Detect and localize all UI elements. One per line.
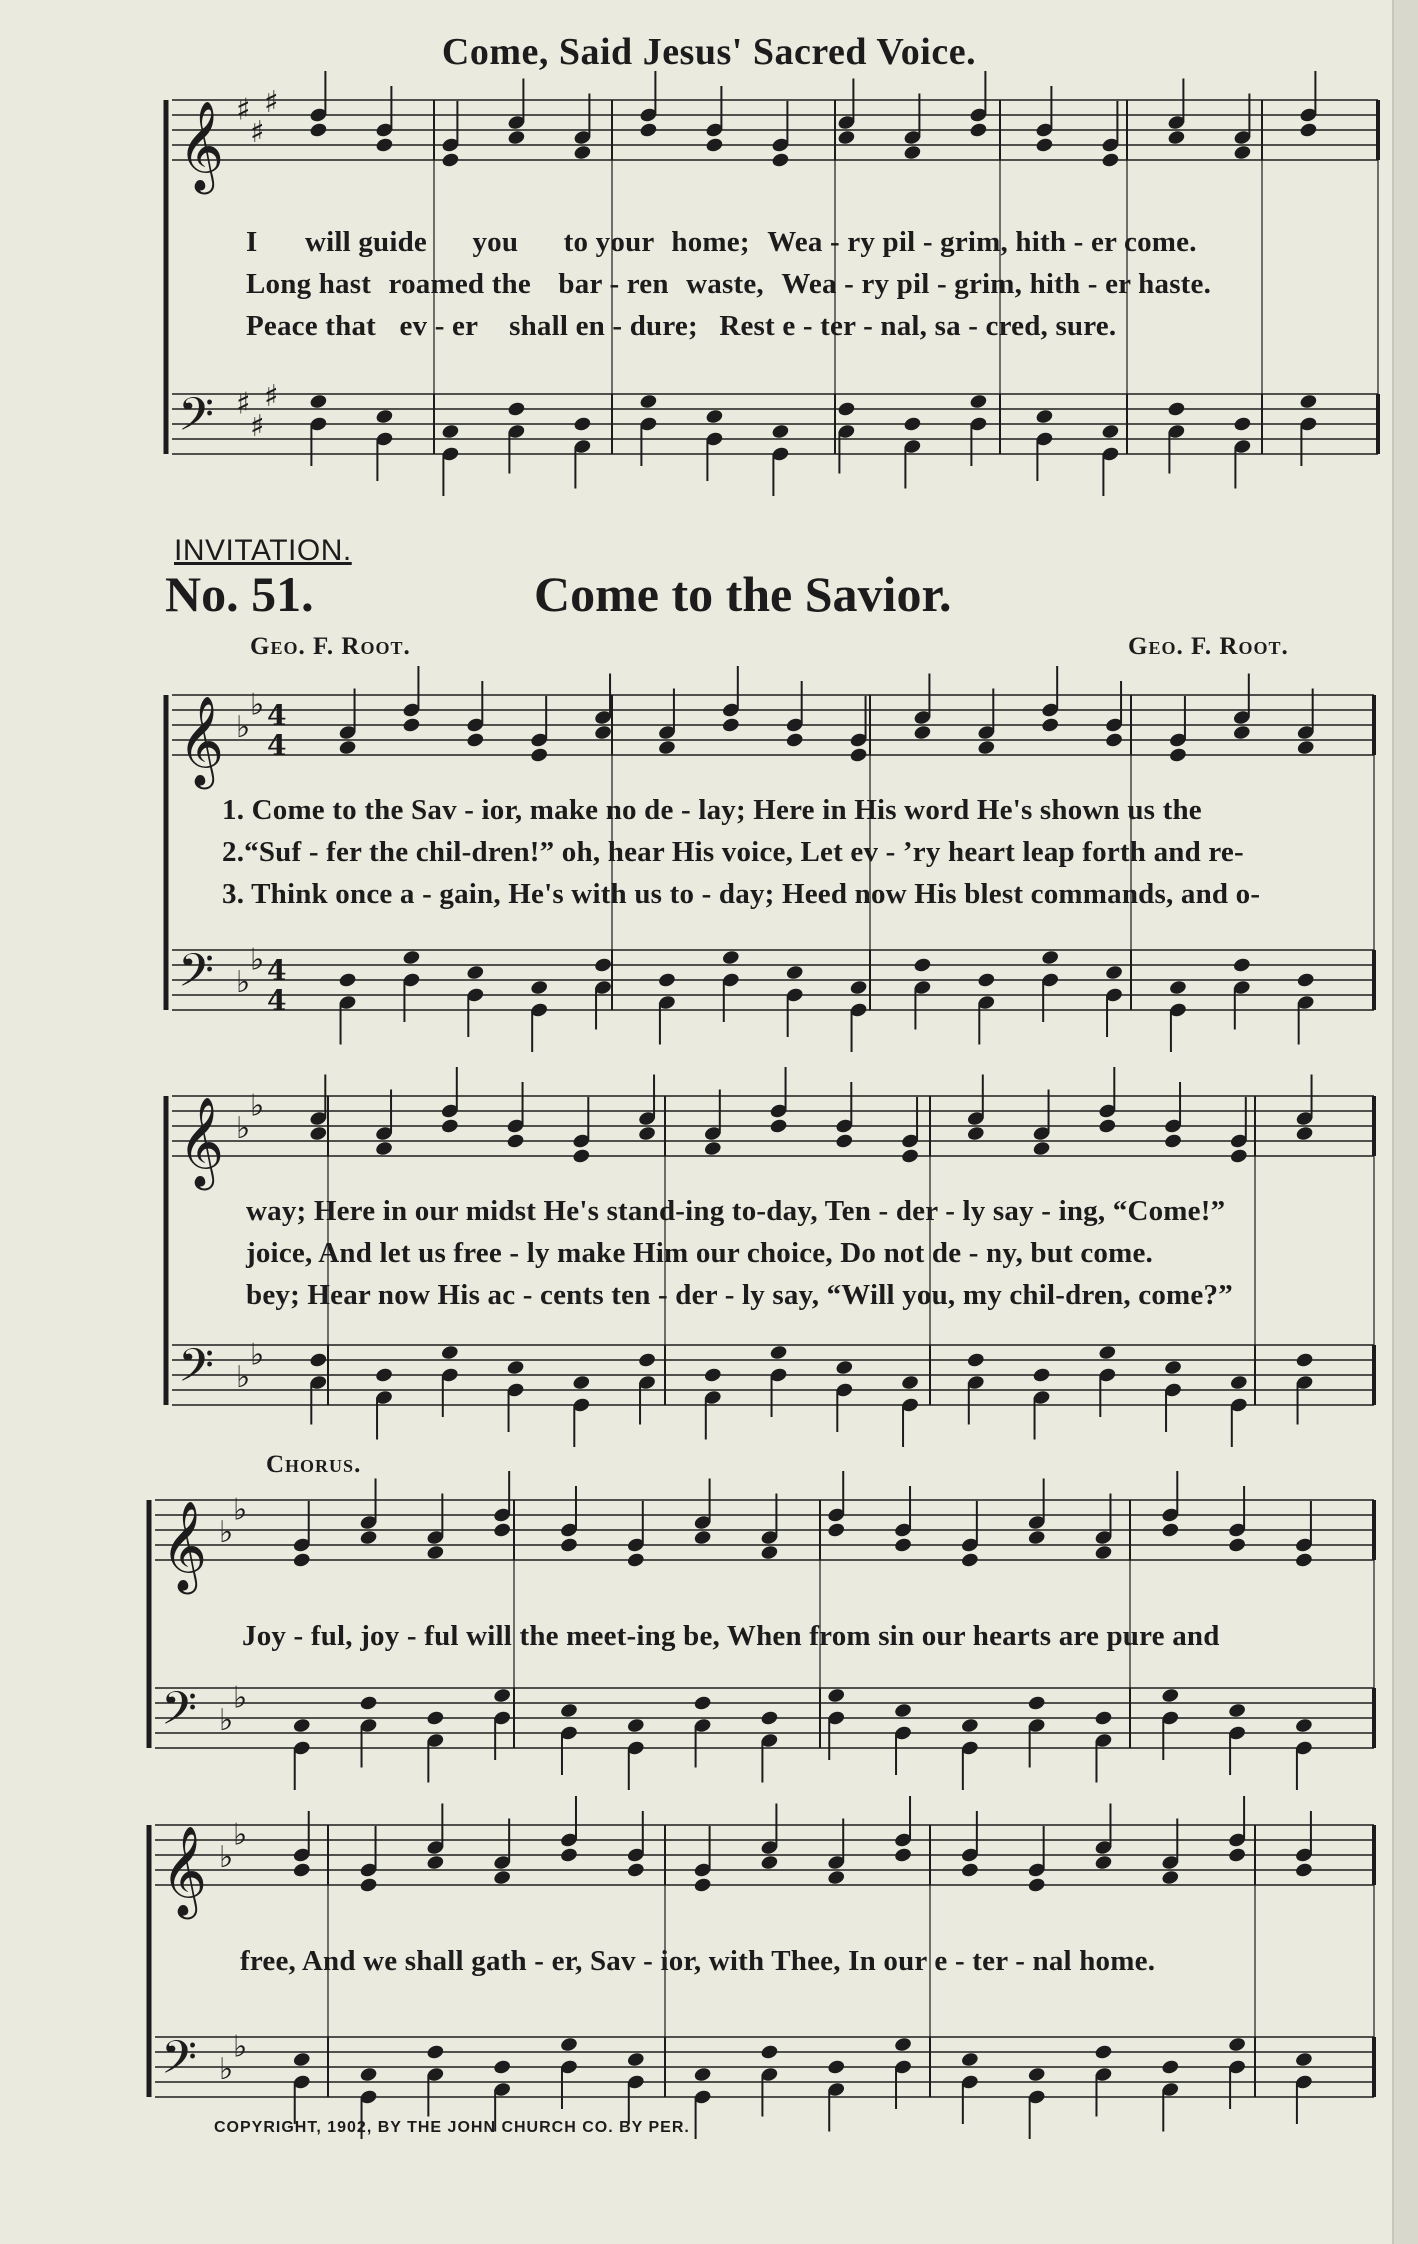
note-head [1035, 408, 1054, 425]
time-signature-top: 4 [267, 699, 287, 732]
note-head [960, 1552, 979, 1569]
note-head [559, 1847, 578, 1864]
note-head [1295, 1125, 1314, 1142]
note-head [1041, 949, 1060, 966]
note-head [559, 1702, 578, 1719]
note-head [657, 739, 676, 756]
lyric-word: bar - ren [558, 268, 669, 300]
note-head [703, 1140, 722, 1157]
time-signature-bottom: 4 [267, 729, 287, 762]
note-head [493, 1522, 512, 1539]
note-head [1299, 122, 1318, 139]
note-head [721, 717, 740, 734]
note-head [960, 1862, 979, 1879]
note-head [426, 1710, 445, 1727]
note-head [769, 1118, 788, 1135]
note-head [827, 2059, 846, 2076]
note-head [785, 732, 804, 749]
note-head [837, 129, 856, 146]
note-head [402, 717, 421, 734]
note-head [827, 1522, 846, 1539]
note-head [966, 1125, 985, 1142]
note-head [977, 972, 996, 989]
note-head [507, 129, 526, 146]
note-head [893, 1847, 912, 1864]
flat-icon: ♭ [219, 1515, 234, 1550]
sharp-icon: ♯ [264, 85, 279, 120]
note-head [639, 393, 658, 410]
treble-clef-icon: 𝄞 [178, 696, 225, 786]
note-head [837, 401, 856, 418]
note-head [693, 2066, 712, 2083]
note-head [493, 1687, 512, 1704]
note-head [900, 1374, 919, 1391]
flat-icon: ♭ [233, 2029, 248, 2065]
flat-icon: ♭ [236, 1111, 251, 1146]
note-head [900, 1148, 919, 1165]
note-head [893, 1537, 912, 1554]
note-head [1163, 1133, 1182, 1150]
note-head [309, 393, 328, 410]
lyric-word: I [246, 226, 258, 258]
note-head [966, 1352, 985, 1369]
note-head [693, 1695, 712, 1712]
note-head [374, 1140, 393, 1157]
lyric-word: waste, [686, 268, 764, 300]
note-head [1101, 152, 1120, 169]
note-head [1094, 1710, 1113, 1727]
note-head [771, 152, 790, 169]
note-head [1027, 1529, 1046, 1546]
note-head [1229, 1148, 1248, 1165]
note-head [1228, 2036, 1247, 2053]
note-head [849, 747, 868, 764]
verse-3-line-b: bey; Hear now His ac - cents ten - der - ly say, “Will you, my chil-dren, come?” [246, 1279, 1233, 1311]
note-head [1294, 2051, 1313, 2068]
sharp-icon: ♯ [264, 379, 279, 414]
note-head [572, 1148, 591, 1165]
note-head [1232, 957, 1251, 974]
treble-clef-icon: 𝄞 [161, 1501, 208, 1591]
chorus-line-b: free, And we shall gath - er, Sav - ior, with Thee, In our e - ter - nal home. [240, 1945, 1156, 1977]
note-head [1163, 1359, 1182, 1376]
note-head [903, 416, 922, 433]
chorus-label: Chorus. [266, 1451, 362, 1478]
note-head [977, 739, 996, 756]
note-head [893, 1702, 912, 1719]
note-head [960, 2051, 979, 2068]
time-signature-bottom: 4 [267, 984, 287, 1017]
lyric-word: home; [671, 226, 750, 258]
note-head [835, 1359, 854, 1376]
note-head [359, 1877, 378, 1894]
note-head [1233, 416, 1252, 433]
note-head [441, 152, 460, 169]
note-head [1299, 393, 1318, 410]
note-head [573, 416, 592, 433]
note-head [1161, 1522, 1180, 1539]
note-head [292, 1717, 311, 1734]
note-head [1295, 1352, 1314, 1369]
note-head [626, 1717, 645, 1734]
note-head [760, 1710, 779, 1727]
note-head [1094, 1854, 1113, 1871]
time-signature-top: 4 [267, 954, 287, 987]
note-head [1161, 2059, 1180, 2076]
verse-2-line-a: 2.“Suf - fer the chil-dren!” oh, hear His voice, Let ev - ’ry heart leap forth and re- [222, 836, 1244, 868]
flat-icon: ♭ [250, 942, 265, 978]
flat-icon: ♭ [219, 1703, 234, 1738]
note-head [703, 1367, 722, 1384]
treble-clef-icon: 𝄞 [161, 1826, 208, 1916]
flat-icon: ♭ [250, 1337, 265, 1373]
note-head [1027, 1695, 1046, 1712]
note-head [639, 122, 658, 139]
note-head [705, 408, 724, 425]
note-head [1168, 747, 1187, 764]
bass-clef-icon: 𝄢 [178, 944, 215, 1009]
note-head [426, 1854, 445, 1871]
note-head [338, 972, 357, 989]
flat-icon: ♭ [250, 1088, 265, 1124]
note-head [913, 957, 932, 974]
note-head [657, 972, 676, 989]
flat-icon: ♭ [233, 1817, 248, 1853]
note-head [493, 1869, 512, 1886]
verse-1-line-b: way; Here in our midst He's stand-ing to-day, Ten - der - ly say - ing, “Come!” [246, 1195, 1226, 1227]
hymn-number: No. 51. [165, 566, 314, 622]
note-head [426, 2044, 445, 2061]
sharp-icon: ♯ [250, 409, 265, 444]
note-head [402, 949, 421, 966]
treble-clef-icon: 𝄞 [178, 101, 225, 191]
note-head [626, 1552, 645, 1569]
hymn-title: Come to the Savior. [534, 566, 952, 622]
note-head [827, 1687, 846, 1704]
lyric-word: ev - er [399, 310, 478, 342]
note-head [309, 1352, 328, 1369]
note-head [1098, 1344, 1117, 1361]
lyric-word: Wea - ry pil - grim, hith - er haste. [781, 268, 1212, 300]
note-head [1296, 739, 1315, 756]
note-head [721, 949, 740, 966]
note-head [1094, 1544, 1113, 1561]
lyric-word: you [472, 226, 519, 258]
note-head [359, 1695, 378, 1712]
note-head [440, 1118, 459, 1135]
note-head [507, 401, 526, 418]
words-credit: Geo. F. Root. [250, 633, 411, 660]
note-head [760, 1854, 779, 1871]
note-head [593, 724, 612, 741]
note-head [835, 1133, 854, 1150]
note-head [1104, 964, 1123, 981]
note-head [1027, 1877, 1046, 1894]
note-head [506, 1359, 525, 1376]
note-head [1167, 129, 1186, 146]
note-head [375, 408, 394, 425]
note-head [760, 2044, 779, 2061]
chorus-line-a: Joy - ful, joy - ful will the meet-ing be, When from sin our hearts are pure and [242, 1620, 1220, 1652]
note-head [359, 2066, 378, 2083]
lyric-word: shall en - dure; [509, 310, 698, 342]
note-head [466, 964, 485, 981]
note-head [1161, 1687, 1180, 1704]
note-head [769, 1344, 788, 1361]
note-head [760, 1544, 779, 1561]
verse-3-line-a: 3. Think once a - gain, He's with us to - day; Heed now His blest commands, and o- [222, 878, 1261, 910]
note-head [374, 1367, 393, 1384]
note-head [309, 1125, 328, 1142]
note-head [1228, 1702, 1247, 1719]
note-head [903, 144, 922, 161]
note-head [637, 1352, 656, 1369]
bass-clef-icon: 𝄢 [178, 1339, 215, 1404]
sharp-icon: ♯ [250, 115, 265, 150]
note-head [292, 2051, 311, 2068]
note-head [1294, 1862, 1313, 1879]
lyric-word: Peace that [246, 310, 377, 342]
note-head [530, 979, 549, 996]
note-head [785, 964, 804, 981]
bass-clef-icon: 𝄢 [161, 2031, 198, 2096]
note-head [1032, 1140, 1051, 1157]
note-head [693, 1529, 712, 1546]
copyright-notice: COPYRIGHT, 1902, BY THE JOHN CHURCH CO. BY PER. [214, 2119, 690, 2136]
note-head [693, 1877, 712, 1894]
note-head [359, 1529, 378, 1546]
note-head [1229, 1374, 1248, 1391]
sharp-icon: ♯ [236, 92, 251, 128]
verse-2-line-b: joice, And let us free - ly make Him our choice, Do not de - ny, but come. [246, 1237, 1154, 1269]
note-head [771, 423, 790, 440]
note-head [705, 137, 724, 154]
note-head [292, 1862, 311, 1879]
note-head [637, 1125, 656, 1142]
note-head [1041, 717, 1060, 734]
note-head [960, 1717, 979, 1734]
music-credit: Geo. F. Root. [1128, 633, 1289, 660]
note-head [426, 1544, 445, 1561]
note-head [292, 1552, 311, 1569]
flat-icon: ♭ [236, 710, 251, 745]
lyric-word: roamed the [388, 268, 531, 300]
note-head [827, 1869, 846, 1886]
note-head [375, 137, 394, 154]
bass-clef-icon: 𝄢 [178, 388, 215, 453]
note-head [1296, 972, 1315, 989]
bass-clef-icon: 𝄢 [161, 1682, 198, 1747]
flat-icon: ♭ [219, 2052, 234, 2087]
note-head [440, 1344, 459, 1361]
note-head [559, 2036, 578, 2053]
note-head [559, 1537, 578, 1554]
lyric-word: Wea - ry pil - grim, hith - er come. [767, 226, 1197, 258]
note-head [309, 122, 328, 139]
note-head [1035, 137, 1054, 154]
flat-icon: ♭ [250, 687, 265, 723]
note-head [1233, 144, 1252, 161]
note-head [338, 739, 357, 756]
note-head [1228, 1537, 1247, 1554]
note-head [1228, 1847, 1247, 1864]
section-label: INVITATION. [174, 534, 352, 567]
flat-icon: ♭ [219, 1840, 234, 1875]
note-head [1098, 1118, 1117, 1135]
flat-icon: ♭ [236, 965, 251, 1000]
note-head [849, 979, 868, 996]
lyric-word: will guide [304, 226, 428, 258]
note-head [572, 1374, 591, 1391]
note-head [530, 747, 549, 764]
note-head [1027, 2066, 1046, 2083]
flat-icon: ♭ [233, 1492, 248, 1528]
upper-hymn-title: Come, Said Jesus' Sacred Voice. [441, 31, 977, 73]
note-head [969, 122, 988, 139]
note-head [969, 393, 988, 410]
note-head [1101, 423, 1120, 440]
note-head [466, 732, 485, 749]
flat-icon: ♭ [236, 1360, 251, 1395]
note-head [441, 423, 460, 440]
note-head [1232, 724, 1251, 741]
note-head [626, 1862, 645, 1879]
lyric-word: Rest e - ter - nal, sa - cred, sure. [719, 310, 1117, 342]
note-head [893, 2036, 912, 2053]
note-head [1294, 1552, 1313, 1569]
note-head [493, 2059, 512, 2076]
note-head [593, 957, 612, 974]
note-head [1094, 2044, 1113, 2061]
note-head [506, 1133, 525, 1150]
verse-1-line-a: 1. Come to the Sav - ior, make no de - lay; Here in His word He's shown us the [222, 794, 1202, 826]
lyric-word: Long hast [246, 268, 372, 300]
note-head [573, 144, 592, 161]
flat-icon: ♭ [233, 1680, 248, 1716]
note-head [1104, 732, 1123, 749]
lyric-word: to your [563, 226, 654, 258]
sharp-icon: ♯ [236, 386, 251, 422]
note-head [1032, 1367, 1051, 1384]
note-head [1168, 979, 1187, 996]
note-head [1294, 1717, 1313, 1734]
note-head [1161, 1869, 1180, 1886]
note-head [626, 2051, 645, 2068]
treble-clef-icon: 𝄞 [178, 1097, 225, 1187]
note-head [913, 724, 932, 741]
note-head [1167, 401, 1186, 418]
